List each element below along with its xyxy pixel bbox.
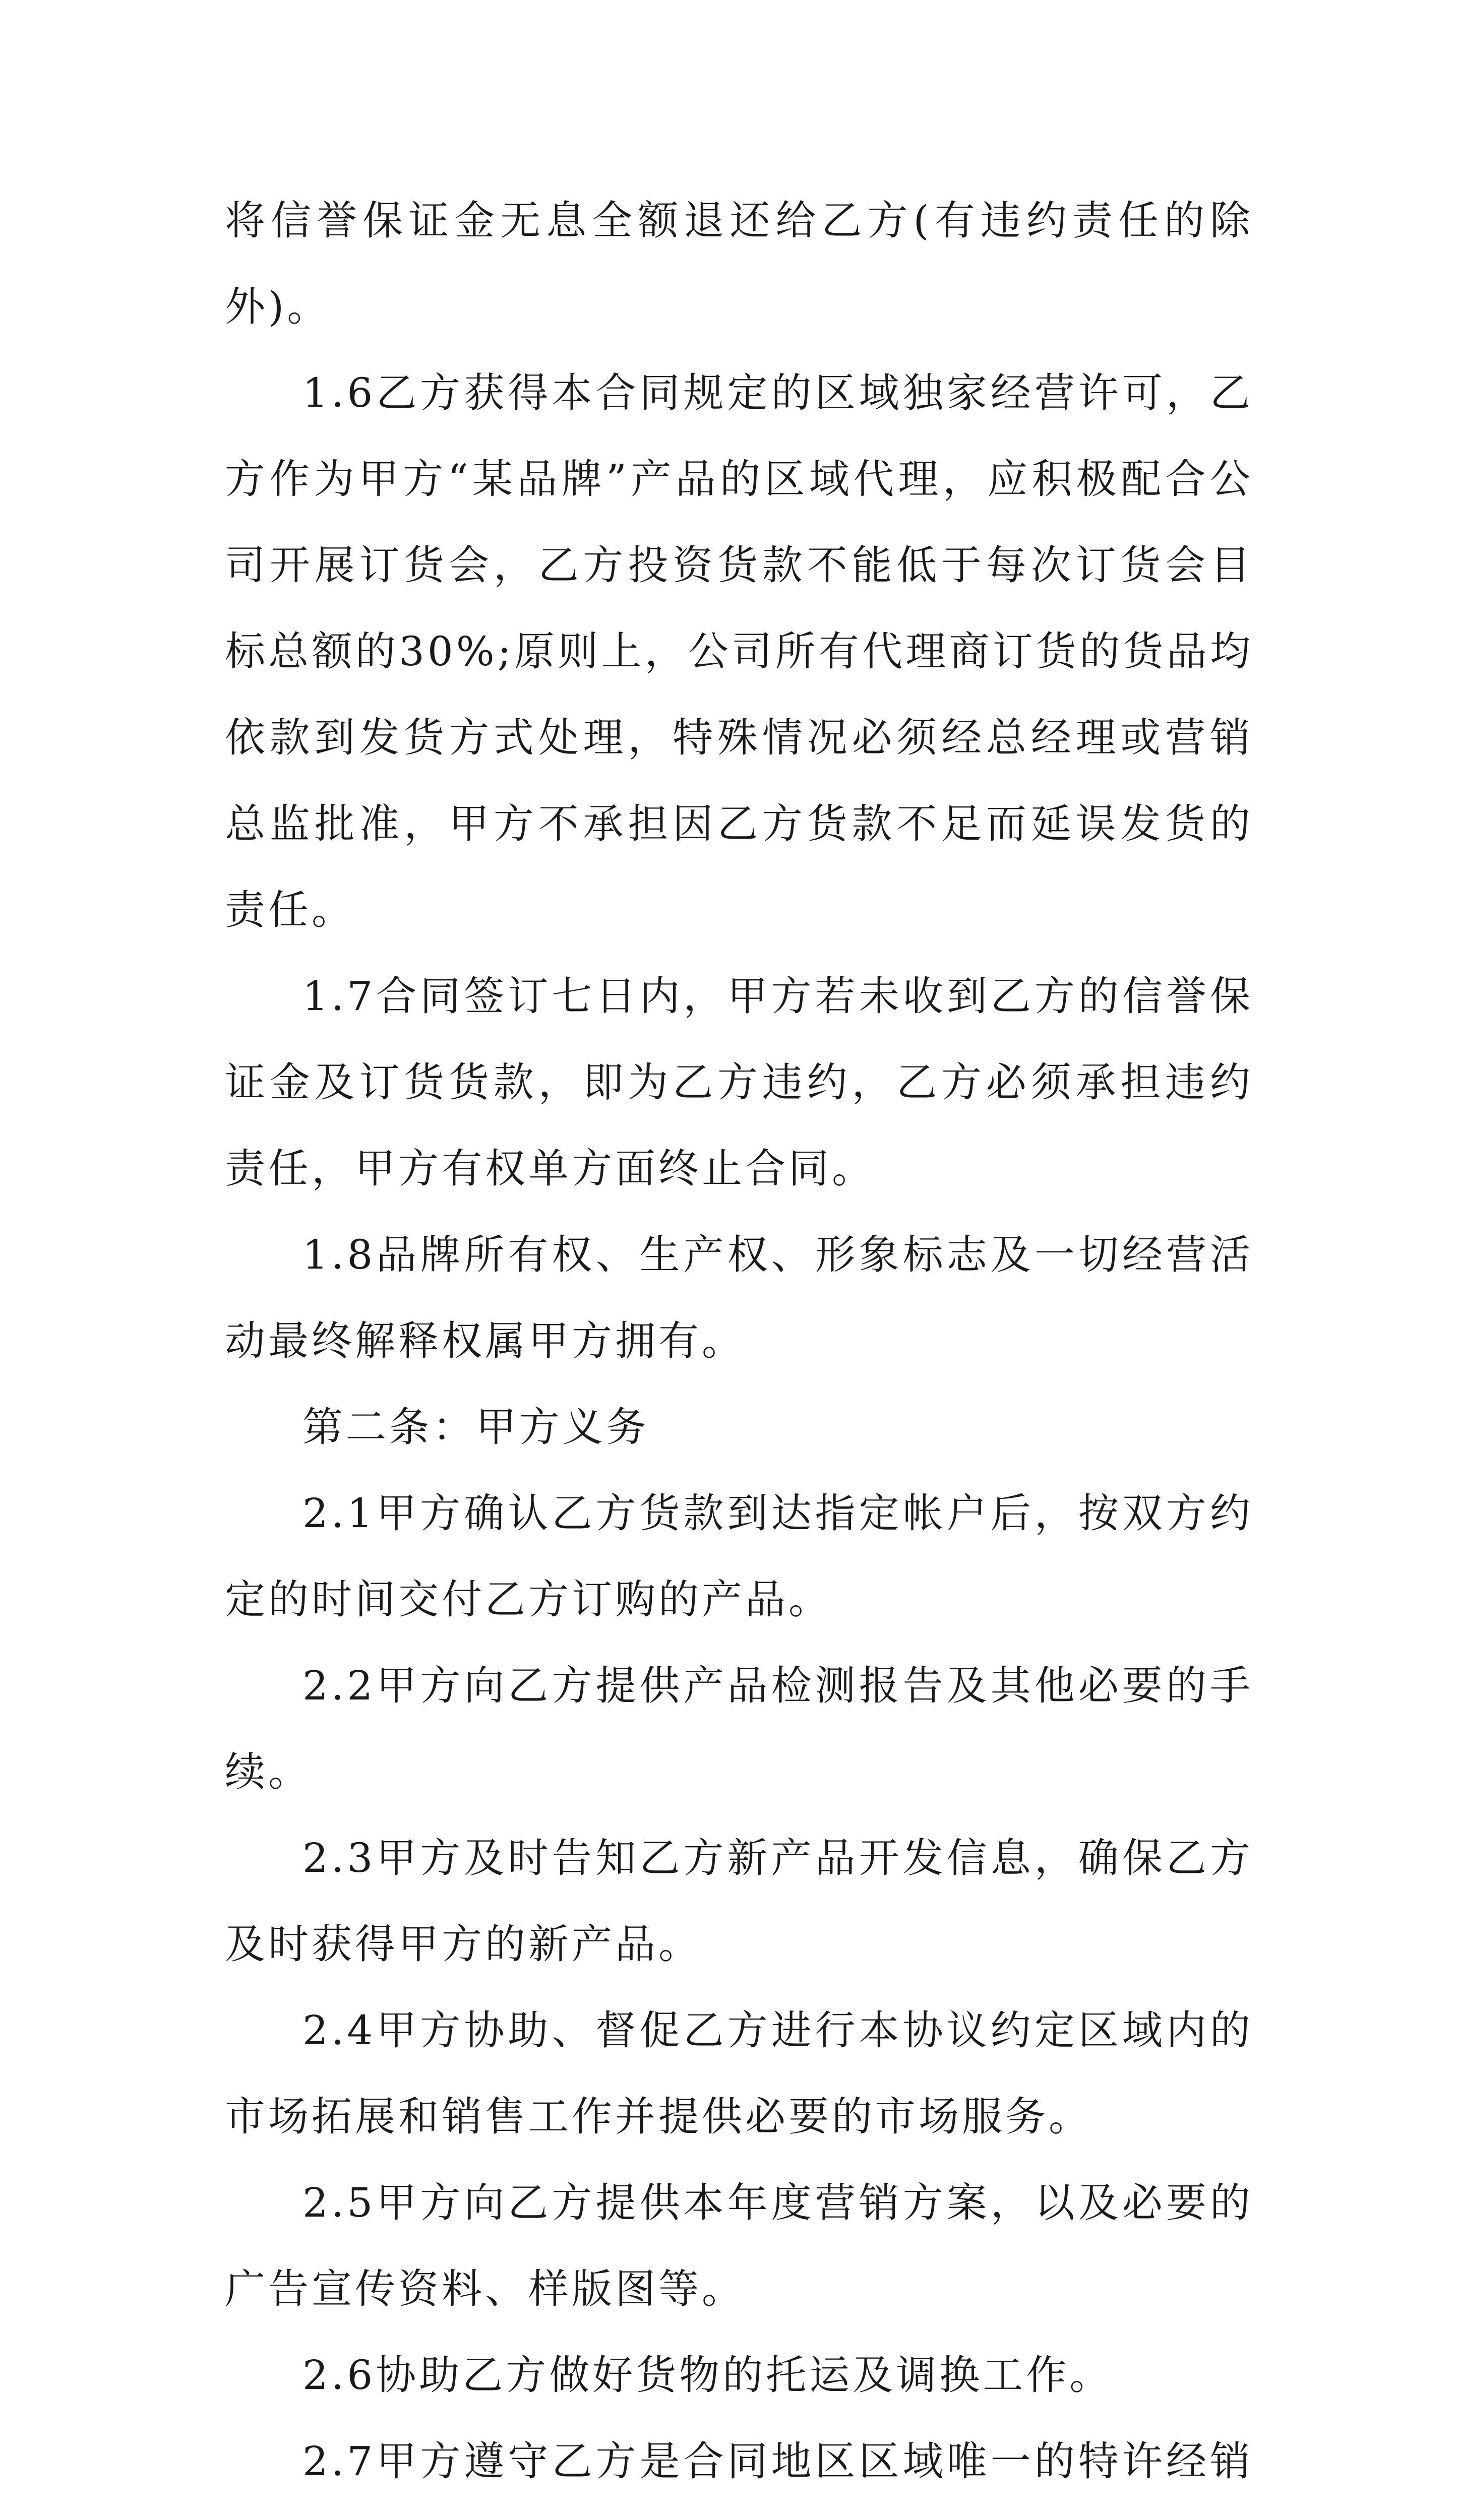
paragraph-clause-2-2: 2.2甲方向乙方提供产品检测报告及其他必要的手续。 <box>225 1662 1253 1795</box>
paragraph-clause-1-8: 1.8品牌所有权、生产权、形象标志及一切经营活动最终解释权属甲方拥有。 <box>225 1231 1253 1364</box>
paragraph-clause-2-5: 2.5甲方向乙方提供本年度营销方案，以及必要的广告宣传资料、样版图等。 <box>225 2179 1253 2312</box>
paragraph-continuation: 将信誉保证金无息全额退还给乙方(有违约责任的除外)。 <box>225 197 1253 330</box>
document-body <box>225 177 1253 2520</box>
paragraph-clause-2-3: 2.3甲方及时告知乙方新产品开发信息，确保乙方及时获得甲方的新产品。 <box>225 1835 1253 1968</box>
paragraph-clause-2-6: 2.6协助乙方做好货物的托运及调换工作。 <box>302 2352 1113 2399</box>
paragraph-clause-2-4: 2.4甲方协助、督促乙方进行本协议约定区域内的市场拓展和销售工作并提供必要的市场服务。 <box>225 2007 1253 2140</box>
paragraph-clause-2-1: 2.1甲方确认乙方货款到达指定帐户后，按双方约定的时间交付乙方订购的产品。 <box>225 1490 1253 1623</box>
paragraph-clause-1-7: 1.7合同签订七日内，甲方若未收到乙方的信誉保证金及订货货款，即为乙方违约，乙方必须承担违约责任，甲方有权单方面终止合同。 <box>225 973 1253 1192</box>
section-heading-article-2: 第二条：甲方义务 <box>302 1404 649 1451</box>
paragraph-clause-2-7: 2.7甲方遵守乙方是合同地区区域唯一的特许经销 <box>302 2438 1253 2485</box>
paragraph-clause-1-6: 1.6乙方获得本合同规定的区域独家经营许可，乙方作为甲方“某品牌”产品的区域代理，应积极配合公司开展订货会，乙方投资货款不能低于每次订货会目标总额的30%;原则上，公司所有代理商订货的货品均依款到发货方式处理，特殊情况必须经总经理或营销总监批准，甲方不承担因乙方货款不足而延误发货的责任。 <box>225 369 1253 933</box>
